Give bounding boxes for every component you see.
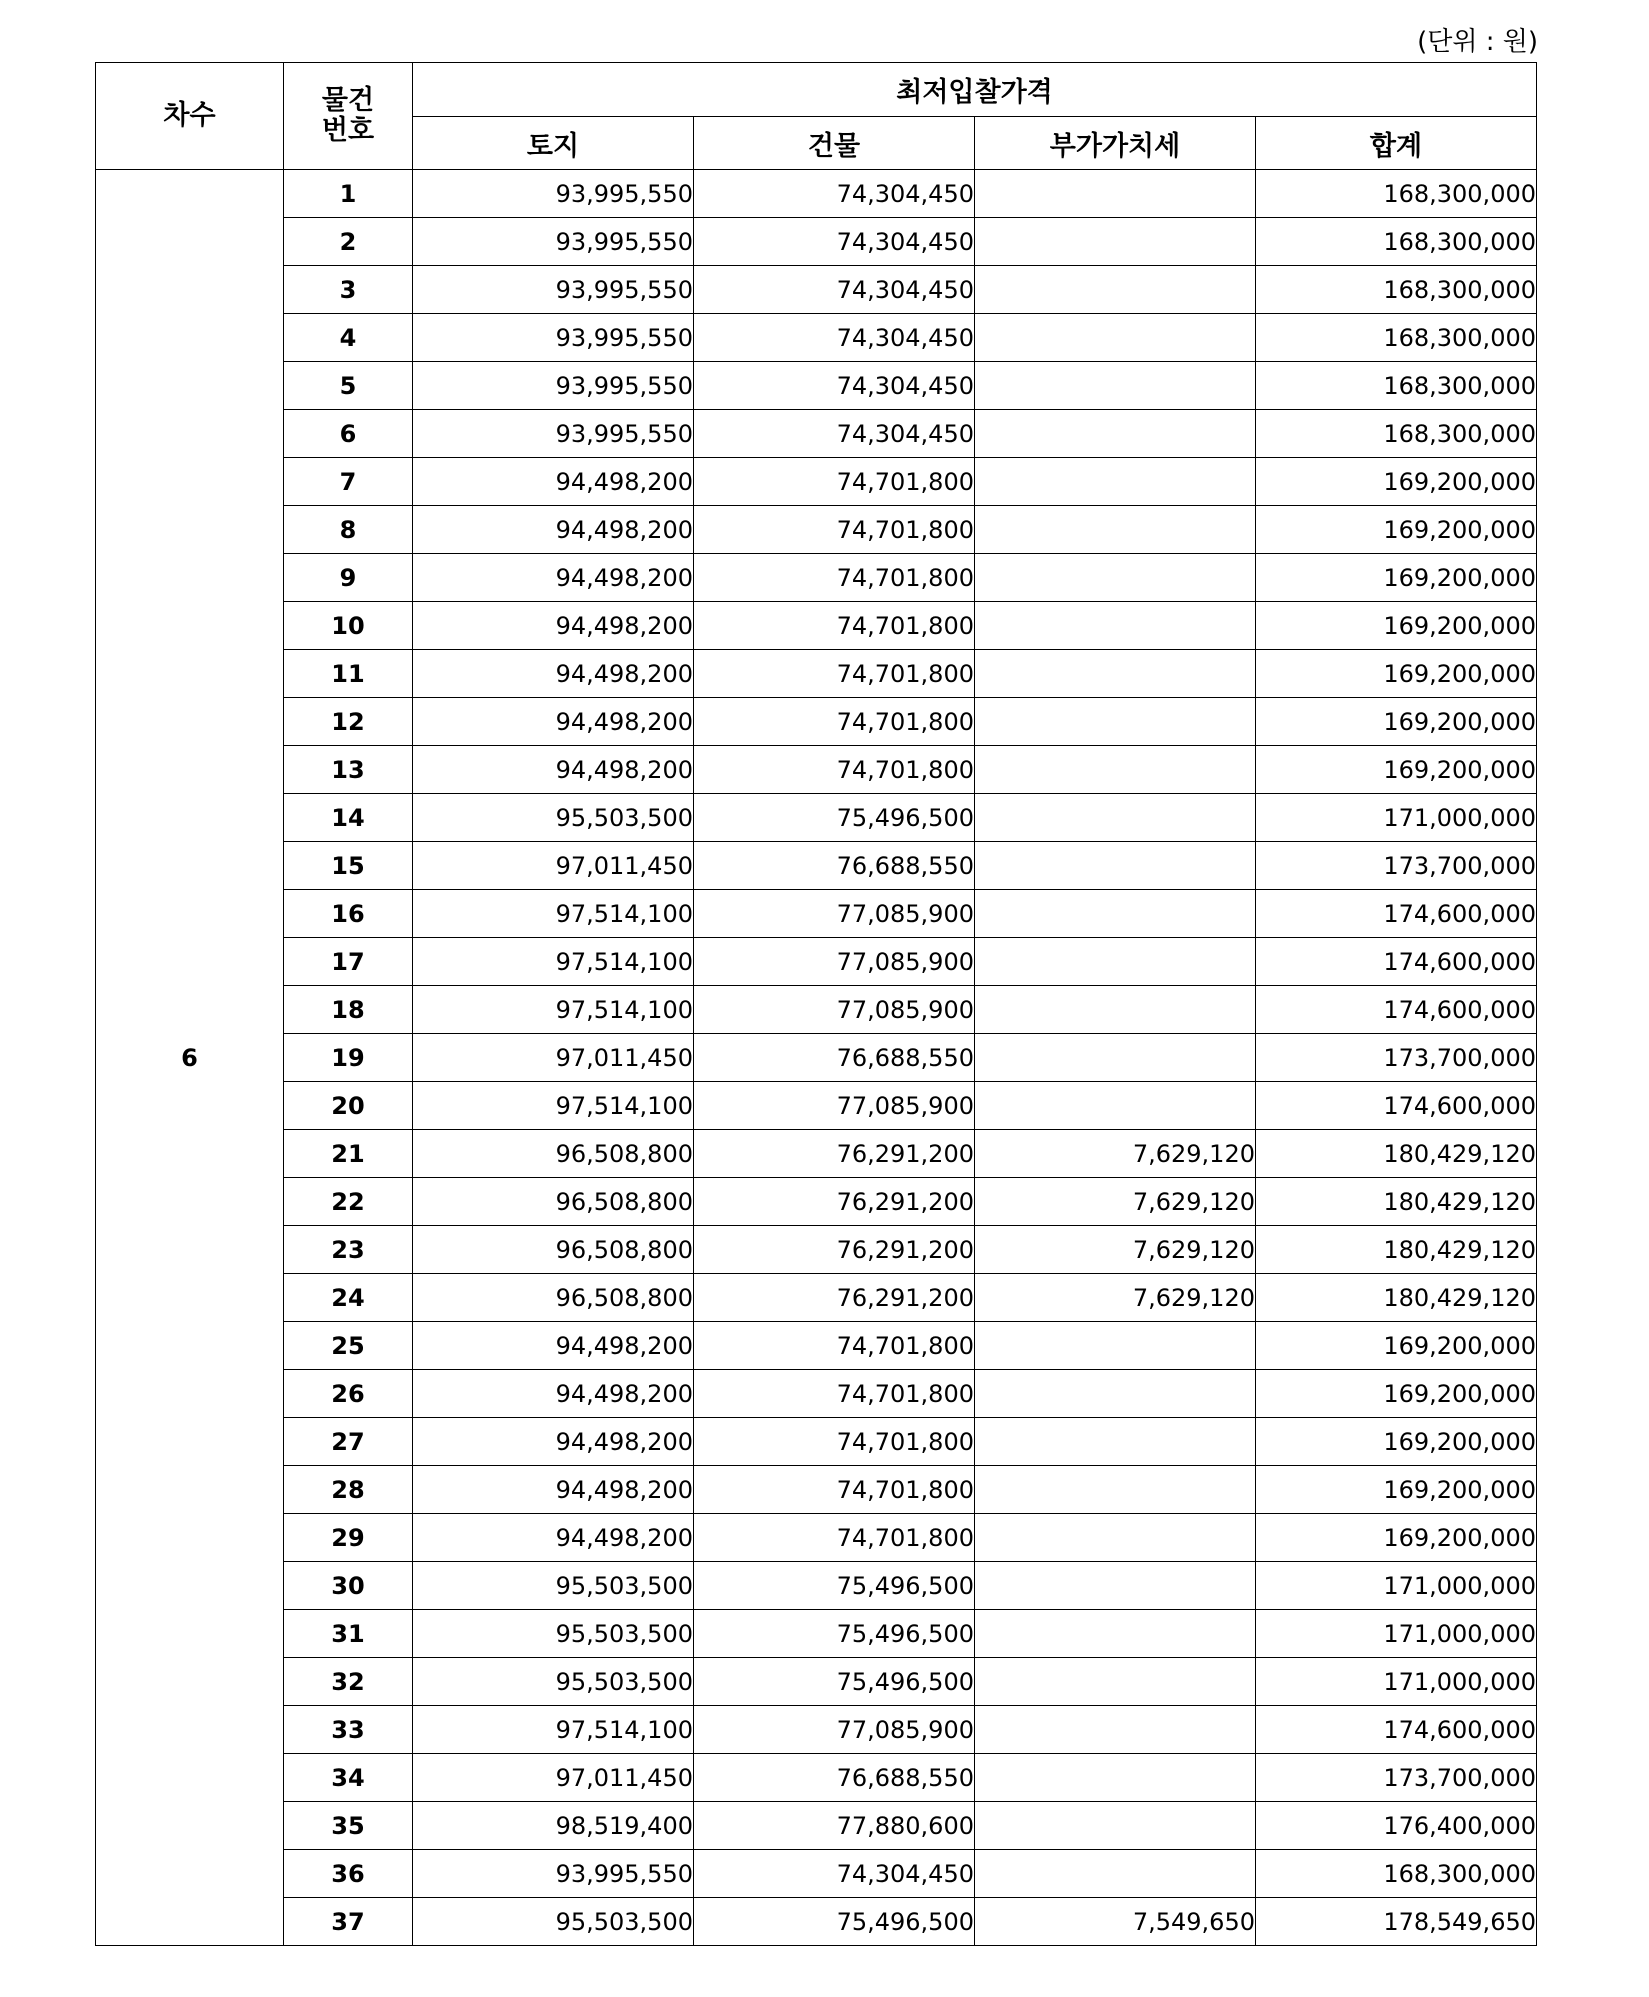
item-number-cell: 26 <box>284 1370 413 1418</box>
item-number-cell: 14 <box>284 794 413 842</box>
building-price-cell: 77,085,900 <box>694 890 975 938</box>
land-price-cell: 97,514,100 <box>413 890 694 938</box>
total-price-cell: 169,200,000 <box>1256 1514 1537 1562</box>
vat-cell <box>975 218 1256 266</box>
land-price-cell: 96,508,800 <box>413 1226 694 1274</box>
total-price-cell: 169,200,000 <box>1256 650 1537 698</box>
vat-cell <box>975 698 1256 746</box>
building-price-cell: 74,701,800 <box>694 746 975 794</box>
building-price-cell: 74,701,800 <box>694 1370 975 1418</box>
header-round: 차수 <box>96 63 284 170</box>
item-number-cell: 33 <box>284 1706 413 1754</box>
vat-cell <box>975 1850 1256 1898</box>
table-body <box>96 170 1537 1946</box>
building-price-cell: 76,291,200 <box>694 1274 975 1322</box>
vat-cell <box>975 1034 1256 1082</box>
building-price-cell: 77,880,600 <box>694 1802 975 1850</box>
table-row <box>96 1322 1537 1370</box>
item-number-cell: 15 <box>284 842 413 890</box>
land-price-cell: 97,514,100 <box>413 938 694 986</box>
total-price-cell: 180,429,120 <box>1256 1178 1537 1226</box>
table-row <box>96 266 1537 314</box>
total-price-cell: 176,400,000 <box>1256 1802 1537 1850</box>
vat-cell <box>975 1658 1256 1706</box>
total-price-cell: 171,000,000 <box>1256 1658 1537 1706</box>
header-min-bid-price: 최저입찰가격 <box>413 63 1537 117</box>
vat-cell <box>975 458 1256 506</box>
land-price-cell: 95,503,500 <box>413 1562 694 1610</box>
vat-cell <box>975 1466 1256 1514</box>
building-price-cell: 76,291,200 <box>694 1178 975 1226</box>
building-price-cell: 75,496,500 <box>694 794 975 842</box>
vat-cell <box>975 1802 1256 1850</box>
round-value: 6 <box>96 170 284 1946</box>
table-row <box>96 1706 1537 1754</box>
table-row <box>96 218 1537 266</box>
item-number-cell: 34 <box>284 1754 413 1802</box>
item-number-cell: 27 <box>284 1418 413 1466</box>
item-number-cell: 10 <box>284 602 413 650</box>
building-price-cell: 74,701,800 <box>694 458 975 506</box>
vat-cell <box>975 1370 1256 1418</box>
vat-cell <box>975 890 1256 938</box>
table-row <box>96 1130 1537 1178</box>
vat-cell <box>975 1322 1256 1370</box>
land-price-cell: 94,498,200 <box>413 746 694 794</box>
item-number-cell: 21 <box>284 1130 413 1178</box>
building-price-cell: 74,701,800 <box>694 506 975 554</box>
building-price-cell: 74,701,800 <box>694 554 975 602</box>
building-price-cell: 75,496,500 <box>694 1658 975 1706</box>
building-price-cell: 77,085,900 <box>694 938 975 986</box>
vat-cell <box>975 602 1256 650</box>
vat-cell <box>975 1082 1256 1130</box>
total-price-cell: 169,200,000 <box>1256 698 1537 746</box>
total-price-cell: 169,200,000 <box>1256 1370 1537 1418</box>
item-number-cell: 6 <box>284 410 413 458</box>
land-price-cell: 93,995,550 <box>413 170 694 218</box>
land-price-cell: 95,503,500 <box>413 794 694 842</box>
vat-cell <box>975 314 1256 362</box>
building-price-cell: 75,496,500 <box>694 1610 975 1658</box>
table-row <box>96 314 1537 362</box>
building-price-cell: 74,304,450 <box>694 410 975 458</box>
table-row <box>96 554 1537 602</box>
total-price-cell: 171,000,000 <box>1256 1610 1537 1658</box>
item-number-cell: 18 <box>284 986 413 1034</box>
land-price-cell: 97,011,450 <box>413 1754 694 1802</box>
land-price-cell: 94,498,200 <box>413 1322 694 1370</box>
total-price-cell: 169,200,000 <box>1256 458 1537 506</box>
table-row <box>96 1898 1537 1946</box>
item-number-cell: 20 <box>284 1082 413 1130</box>
total-price-cell: 168,300,000 <box>1256 266 1537 314</box>
land-price-cell: 94,498,200 <box>413 1514 694 1562</box>
land-price-cell: 95,503,500 <box>413 1610 694 1658</box>
table-row <box>96 1514 1537 1562</box>
vat-cell <box>975 1706 1256 1754</box>
item-number-cell: 37 <box>284 1898 413 1946</box>
header-item-number-line1: 물건 <box>321 85 375 116</box>
table-row <box>96 458 1537 506</box>
building-price-cell: 74,701,800 <box>694 1418 975 1466</box>
vat-cell <box>975 1610 1256 1658</box>
total-price-cell: 168,300,000 <box>1256 410 1537 458</box>
item-number-cell: 9 <box>284 554 413 602</box>
land-price-cell: 93,995,550 <box>413 314 694 362</box>
table-row <box>96 746 1537 794</box>
table-row <box>96 890 1537 938</box>
item-number-cell: 2 <box>284 218 413 266</box>
land-price-cell: 95,503,500 <box>413 1658 694 1706</box>
table-row <box>96 986 1537 1034</box>
building-price-cell: 74,701,800 <box>694 602 975 650</box>
building-price-cell: 76,291,200 <box>694 1226 975 1274</box>
land-price-cell: 94,498,200 <box>413 650 694 698</box>
table-row <box>96 1274 1537 1322</box>
minimum-bid-price-table <box>95 62 1537 1946</box>
table-row <box>96 1850 1537 1898</box>
table-row <box>96 698 1537 746</box>
building-price-cell: 76,688,550 <box>694 1034 975 1082</box>
table-row <box>96 650 1537 698</box>
table-row <box>96 410 1537 458</box>
vat-cell: 7,629,120 <box>975 1130 1256 1178</box>
item-number-cell: 30 <box>284 1562 413 1610</box>
total-price-cell: 169,200,000 <box>1256 602 1537 650</box>
item-number-cell: 23 <box>284 1226 413 1274</box>
table-row <box>96 1562 1537 1610</box>
total-price-cell: 180,429,120 <box>1256 1274 1537 1322</box>
vat-cell <box>975 362 1256 410</box>
vat-cell: 7,629,120 <box>975 1226 1256 1274</box>
total-price-cell: 174,600,000 <box>1256 986 1537 1034</box>
total-price-cell: 171,000,000 <box>1256 1562 1537 1610</box>
land-price-cell: 94,498,200 <box>413 1418 694 1466</box>
item-number-cell: 22 <box>284 1178 413 1226</box>
land-price-cell: 96,508,800 <box>413 1274 694 1322</box>
land-price-cell: 93,995,550 <box>413 218 694 266</box>
item-number-cell: 1 <box>284 170 413 218</box>
table-row <box>96 1466 1537 1514</box>
total-price-cell: 169,200,000 <box>1256 1418 1537 1466</box>
building-price-cell: 74,304,450 <box>694 266 975 314</box>
total-price-cell: 173,700,000 <box>1256 842 1537 890</box>
header-item-number <box>284 63 413 170</box>
total-price-cell: 169,200,000 <box>1256 554 1537 602</box>
table-row <box>96 1754 1537 1802</box>
vat-cell <box>975 794 1256 842</box>
header-row-1 <box>96 63 1537 117</box>
vat-cell: 7,549,650 <box>975 1898 1256 1946</box>
vat-cell <box>975 1754 1256 1802</box>
vat-cell <box>975 554 1256 602</box>
item-number-cell: 8 <box>284 506 413 554</box>
header-land: 토지 <box>413 117 694 170</box>
item-number-cell: 16 <box>284 890 413 938</box>
land-price-cell: 94,498,200 <box>413 554 694 602</box>
building-price-cell: 74,701,800 <box>694 650 975 698</box>
land-price-cell: 94,498,200 <box>413 1466 694 1514</box>
total-price-cell: 171,000,000 <box>1256 794 1537 842</box>
land-price-cell: 95,503,500 <box>413 1898 694 1946</box>
total-price-cell: 180,429,120 <box>1256 1130 1537 1178</box>
table-row <box>96 362 1537 410</box>
land-price-cell: 97,011,450 <box>413 842 694 890</box>
building-price-cell: 77,085,900 <box>694 1082 975 1130</box>
item-number-cell: 24 <box>284 1274 413 1322</box>
table-row <box>96 1082 1537 1130</box>
land-price-cell: 93,995,550 <box>413 1850 694 1898</box>
land-price-cell: 94,498,200 <box>413 698 694 746</box>
total-price-cell: 180,429,120 <box>1256 1226 1537 1274</box>
item-number-cell: 3 <box>284 266 413 314</box>
building-price-cell: 75,496,500 <box>694 1898 975 1946</box>
item-number-cell: 5 <box>284 362 413 410</box>
building-price-cell: 74,701,800 <box>694 1514 975 1562</box>
item-number-cell: 25 <box>284 1322 413 1370</box>
total-price-cell: 168,300,000 <box>1256 1850 1537 1898</box>
table-row <box>96 1418 1537 1466</box>
total-price-cell: 174,600,000 <box>1256 938 1537 986</box>
total-price-cell: 174,600,000 <box>1256 890 1537 938</box>
building-price-cell: 74,701,800 <box>694 698 975 746</box>
table-row <box>96 1034 1537 1082</box>
table-row <box>96 1610 1537 1658</box>
building-price-cell: 74,304,450 <box>694 314 975 362</box>
item-number-cell: 13 <box>284 746 413 794</box>
table-row <box>96 842 1537 890</box>
header-total: 합계 <box>1256 117 1537 170</box>
item-number-cell: 12 <box>284 698 413 746</box>
land-price-cell: 93,995,550 <box>413 266 694 314</box>
vat-cell <box>975 650 1256 698</box>
vat-cell <box>975 170 1256 218</box>
total-price-cell: 173,700,000 <box>1256 1754 1537 1802</box>
land-price-cell: 97,514,100 <box>413 986 694 1034</box>
vat-cell: 7,629,120 <box>975 1178 1256 1226</box>
item-number-cell: 29 <box>284 1514 413 1562</box>
land-price-cell: 93,995,550 <box>413 410 694 458</box>
table-row <box>96 1226 1537 1274</box>
land-price-cell: 94,498,200 <box>413 1370 694 1418</box>
total-price-cell: 169,200,000 <box>1256 1466 1537 1514</box>
vat-cell <box>975 842 1256 890</box>
table-row <box>96 1178 1537 1226</box>
vat-cell <box>975 410 1256 458</box>
building-price-cell: 74,701,800 <box>694 1466 975 1514</box>
land-price-cell: 94,498,200 <box>413 458 694 506</box>
header-item-number-line2: 번호 <box>321 115 375 146</box>
table-row <box>96 1370 1537 1418</box>
header-building: 건물 <box>694 117 975 170</box>
item-number-cell: 36 <box>284 1850 413 1898</box>
vat-cell <box>975 1418 1256 1466</box>
building-price-cell: 76,688,550 <box>694 842 975 890</box>
unit-note: (단위 : 원) <box>1417 27 1538 57</box>
building-price-cell: 75,496,500 <box>694 1562 975 1610</box>
land-price-cell: 96,508,800 <box>413 1130 694 1178</box>
vat-cell <box>975 938 1256 986</box>
vat-cell: 7,629,120 <box>975 1274 1256 1322</box>
total-price-cell: 168,300,000 <box>1256 218 1537 266</box>
total-price-cell: 168,300,000 <box>1256 362 1537 410</box>
table-row <box>96 1658 1537 1706</box>
vat-cell <box>975 506 1256 554</box>
item-number-cell: 7 <box>284 458 413 506</box>
land-price-cell: 94,498,200 <box>413 506 694 554</box>
item-number-cell: 31 <box>284 1610 413 1658</box>
header-vat: 부가가치세 <box>975 117 1256 170</box>
total-price-cell: 169,200,000 <box>1256 746 1537 794</box>
vat-cell <box>975 746 1256 794</box>
item-number-cell: 28 <box>284 1466 413 1514</box>
item-number-cell: 11 <box>284 650 413 698</box>
table-row <box>96 602 1537 650</box>
table-row <box>96 794 1537 842</box>
item-number-cell: 32 <box>284 1658 413 1706</box>
item-number-cell: 19 <box>284 1034 413 1082</box>
total-price-cell: 168,300,000 <box>1256 170 1537 218</box>
building-price-cell: 77,085,900 <box>694 1706 975 1754</box>
item-number-cell: 35 <box>284 1802 413 1850</box>
vat-cell <box>975 1562 1256 1610</box>
table-row <box>96 170 1537 218</box>
table-row <box>96 938 1537 986</box>
land-price-cell: 97,011,450 <box>413 1034 694 1082</box>
total-price-cell: 178,549,650 <box>1256 1898 1537 1946</box>
item-number-cell: 4 <box>284 314 413 362</box>
total-price-cell: 169,200,000 <box>1256 506 1537 554</box>
building-price-cell: 74,701,800 <box>694 1322 975 1370</box>
land-price-cell: 96,508,800 <box>413 1178 694 1226</box>
total-price-cell: 173,700,000 <box>1256 1034 1537 1082</box>
land-price-cell: 93,995,550 <box>413 362 694 410</box>
total-price-cell: 169,200,000 <box>1256 1322 1537 1370</box>
vat-cell <box>975 1514 1256 1562</box>
building-price-cell: 77,085,900 <box>694 986 975 1034</box>
land-price-cell: 97,514,100 <box>413 1082 694 1130</box>
building-price-cell: 74,304,450 <box>694 170 975 218</box>
building-price-cell: 74,304,450 <box>694 218 975 266</box>
land-price-cell: 97,514,100 <box>413 1706 694 1754</box>
table-row <box>96 506 1537 554</box>
land-price-cell: 98,519,400 <box>413 1802 694 1850</box>
vat-cell <box>975 266 1256 314</box>
building-price-cell: 76,291,200 <box>694 1130 975 1178</box>
total-price-cell: 174,600,000 <box>1256 1706 1537 1754</box>
table-row <box>96 1802 1537 1850</box>
total-price-cell: 174,600,000 <box>1256 1082 1537 1130</box>
total-price-cell: 168,300,000 <box>1256 314 1537 362</box>
building-price-cell: 74,304,450 <box>694 1850 975 1898</box>
vat-cell <box>975 986 1256 1034</box>
item-number-cell: 17 <box>284 938 413 986</box>
building-price-cell: 74,304,450 <box>694 362 975 410</box>
land-price-cell: 94,498,200 <box>413 602 694 650</box>
building-price-cell: 76,688,550 <box>694 1754 975 1802</box>
